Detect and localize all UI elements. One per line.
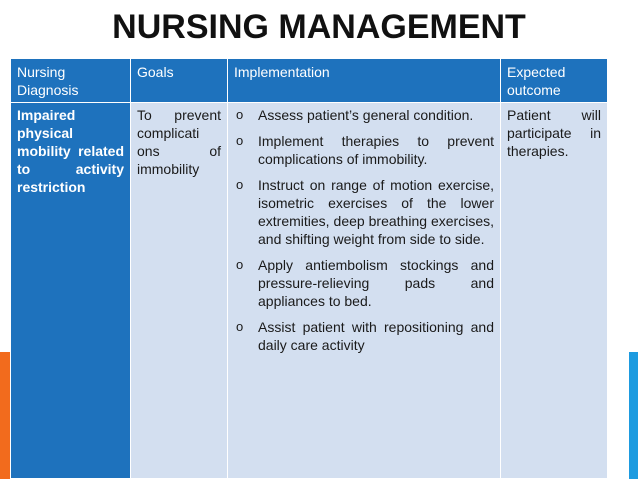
implementation-item-text: Assess patient’s general condition. [258, 107, 474, 123]
implementation-item-text: Instruct on range of motion exercise, isometric exercises of the lower extremities, deep breathing exercises, and shifting weight from side to side. [258, 177, 494, 247]
implementation-list [234, 106, 494, 354]
implementation-item [234, 318, 494, 354]
right-accent-bar [629, 352, 638, 479]
hollow-bullet-icon: o [236, 319, 244, 334]
outcome-cell: Patient will participate in therapies. [501, 103, 608, 479]
table-row [11, 103, 608, 479]
header-implementation: Implementation [228, 59, 501, 103]
header-expected-outcome: Expected outcome [501, 59, 608, 103]
implementation-item-text: Assist patient with repositioning and daily care activity [258, 319, 494, 353]
hollow-bullet-icon: o [236, 257, 244, 272]
implementation-item-text: Apply antiembolism stockings and pressure-relieving pads and appliances to bed. [258, 257, 494, 309]
implementation-item [234, 176, 494, 248]
hollow-bullet-icon: o [236, 107, 244, 122]
implementation-item [234, 256, 494, 310]
care-plan-table [10, 58, 608, 479]
implementation-item [234, 132, 494, 168]
hollow-bullet-icon: o [236, 133, 244, 148]
implementation-cell [228, 103, 501, 479]
diagnosis-cell: Impaired physical mobility related to activity restriction [11, 103, 131, 479]
implementation-item [234, 106, 494, 124]
hollow-bullet-icon: o [236, 177, 244, 192]
goal-cell: To prevent complicati ons of immobility [131, 103, 228, 479]
table-header-row [11, 59, 608, 103]
header-nursing-diagnosis: Nursing Diagnosis [11, 59, 131, 103]
page-title: NURSING MANAGEMENT [112, 8, 526, 46]
implementation-item-text: Implement therapies to prevent complications of immobility. [258, 133, 494, 167]
header-goals: Goals [131, 59, 228, 103]
